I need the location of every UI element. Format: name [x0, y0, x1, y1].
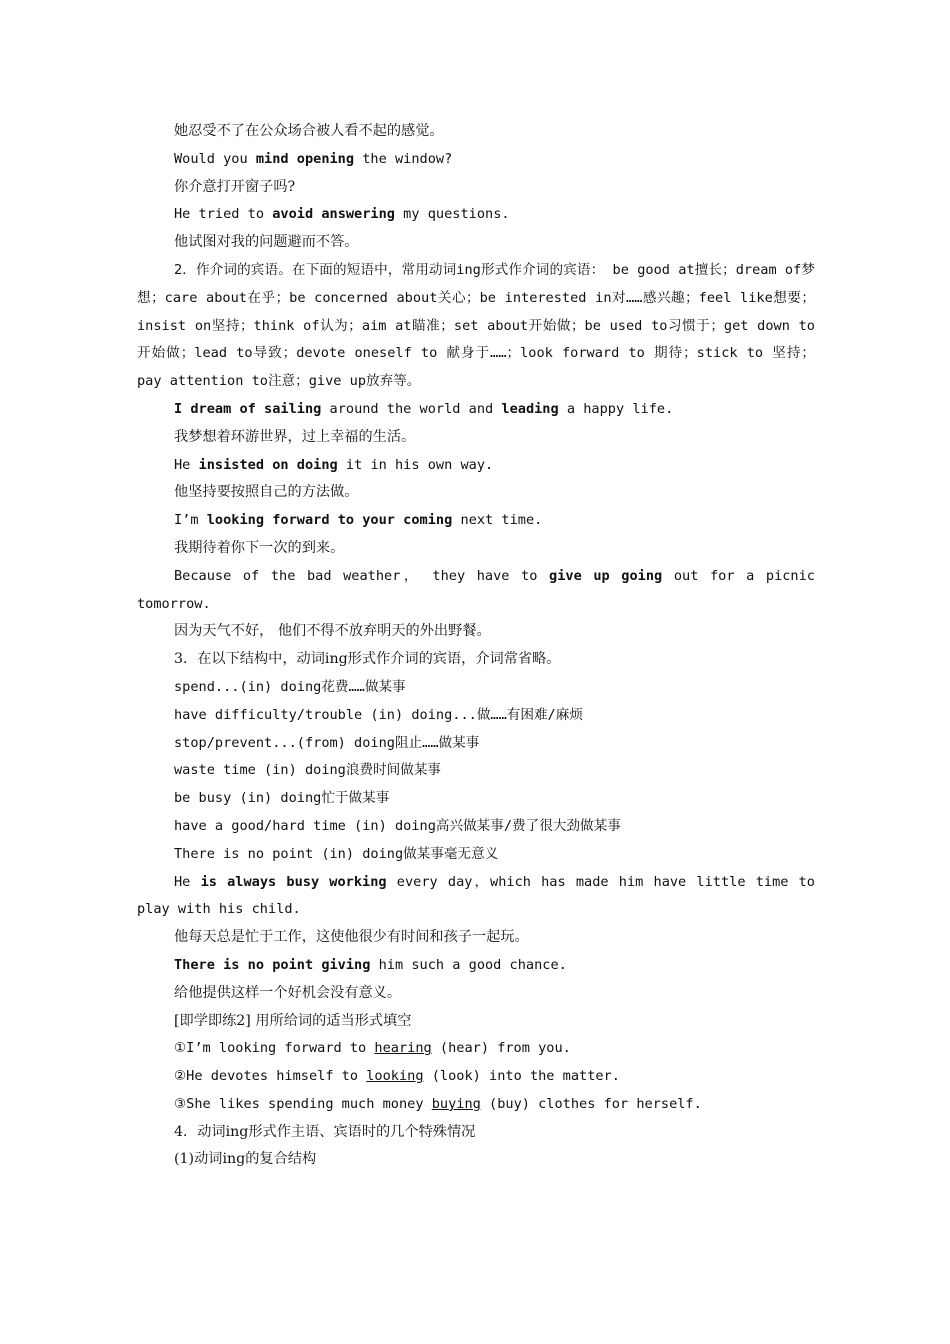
text-run: a happy life. — [558, 400, 674, 417]
text-run: He tried to — [174, 206, 273, 223]
example-sentence — [137, 201, 815, 229]
highlight-phrase: mind opening — [255, 150, 355, 167]
highlight-phrase: insisted on doing — [198, 456, 338, 473]
structure-item: have difficulty/trouble (in) doing...做……有困难/麻烦 — [174, 706, 583, 723]
practice-question-2 — [137, 1063, 815, 1091]
text-run: ②He devotes himself to — [174, 1068, 367, 1085]
highlight-phrase: give up going — [549, 567, 663, 584]
example-translation: 我期待着你下一次的到来。 — [174, 539, 345, 556]
structure-item: stop/prevent...(from) doing阻止……做某事 — [174, 734, 480, 751]
text-run: (buy) clothes for herself. — [480, 1095, 702, 1112]
text-run: I’m — [174, 512, 207, 529]
text-run: He — [174, 873, 201, 890]
practice-title: [即学即练2] 用所给词的适当形式填空 — [174, 1012, 412, 1029]
highlight-phrase: There is no point giving — [174, 956, 371, 973]
text-run: Because of the bad weather， they have to — [174, 567, 550, 584]
example-sentence — [137, 452, 815, 480]
text-run: the window? — [354, 150, 453, 167]
text-run: him such a good chance. — [370, 956, 567, 973]
answer-blank: hearing — [374, 1040, 432, 1057]
text-run: (hear) from you. — [431, 1040, 571, 1057]
practice-question-3 — [137, 1091, 815, 1119]
text-run: (look) into the matter. — [423, 1068, 620, 1085]
highlight-phrase: I dream of sailing — [174, 400, 322, 417]
text-run: Would you — [174, 150, 256, 167]
example-translation: 他每天总是忙于工作，这使他很少有时间和孩子一起玩。 — [174, 929, 529, 946]
example-sentence — [137, 396, 815, 424]
text-run: ③She likes spending much money — [174, 1095, 432, 1112]
text-run: my questions. — [394, 206, 510, 223]
structure-item: spend...(in) doing花费……做某事 — [174, 678, 406, 695]
example-translation: 我梦想着环游世界，过上幸福的生活。 — [174, 428, 416, 445]
example-sentence — [137, 869, 815, 925]
highlight-phrase: is always busy working — [200, 873, 387, 890]
section-2-paragraph: 2．作介词的宾语。在下面的短语中，常用动词ing形式作介词的宾语： be good at擅长；dream of梦想；care about在乎；be concerned about关心；be interested in对……感兴趣；feel like想要；insist on坚持；think of认为；aim at瞄准；set about开始做；be used to习惯于；get down to开始做；lead to导致；devote oneself to 献身于……；look forward to 期待；stick to 坚持；pay attention to注意；give up放弃等。 — [137, 261, 815, 390]
section-4-heading: 4．动词ing形式作主语、宾语时的几个特殊情况 — [174, 1123, 476, 1140]
text-run: next time. — [452, 512, 543, 529]
answer-blank: buying — [431, 1095, 481, 1112]
example-sentence — [137, 507, 815, 535]
structure-item: waste time (in) doing浪费时间做某事 — [174, 762, 442, 779]
text-run: every day，which has made him have little time to play with his child. — [137, 873, 815, 918]
highlight-phrase: leading — [501, 400, 559, 417]
example-translation: 她忍受不了在公众场合被人看不起的感觉。 — [174, 123, 444, 139]
structure-item: be busy (in) doing忙于做某事 — [174, 790, 390, 807]
example-sentence — [137, 952, 815, 980]
example-translation: 他试图对我的问题避而不答。 — [174, 234, 359, 251]
example-sentence — [137, 563, 815, 619]
text-run: around the world and — [321, 400, 502, 417]
text-run: it in his own way. — [337, 456, 494, 473]
subsection-heading: (1)动词ing的复合结构 — [174, 1151, 317, 1168]
text-run: ①I’m looking forward to — [174, 1040, 375, 1057]
example-translation: 给他提供这样一个好机会没有意义。 — [174, 984, 402, 1001]
structure-item: have a good/hard time (in) doing高兴做某事/费了很大劲做某事 — [174, 817, 621, 834]
structure-item: There is no point (in) doing做某事毫无意义 — [174, 845, 499, 862]
example-sentence — [137, 146, 815, 174]
example-translation: 因为天气不好， 他们不得不放弃明天的外出野餐。 — [174, 623, 491, 640]
text-run: out for a picnic tomorrow. — [137, 567, 815, 612]
highlight-phrase: looking forward to your coming — [206, 512, 453, 529]
practice-question-1 — [137, 1035, 815, 1063]
section-3-heading: 3．在以下结构中，动词ing形式作介词的宾语，介词常省略。 — [174, 651, 561, 668]
answer-blank: looking — [366, 1068, 424, 1085]
text-run: He — [174, 456, 199, 473]
example-translation: 你介意打开窗子吗? — [174, 178, 296, 195]
highlight-phrase: avoid answering — [272, 206, 395, 223]
example-translation: 他坚持要按照自己的方法做。 — [174, 484, 359, 501]
document-body — [137, 118, 815, 1174]
